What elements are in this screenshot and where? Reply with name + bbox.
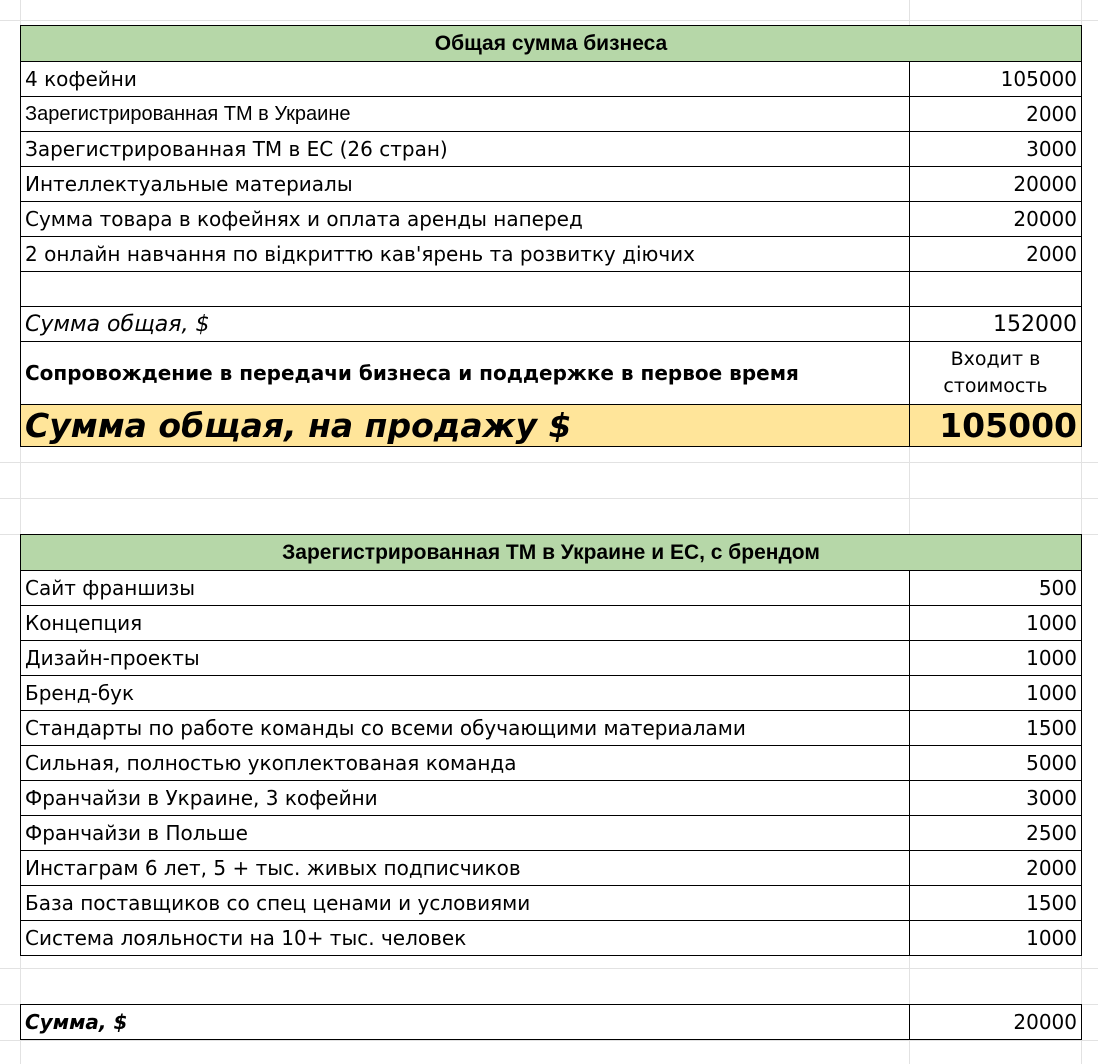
row-value[interactable]: 20000 <box>910 202 1082 237</box>
table-row <box>21 711 1082 746</box>
empty-row <box>21 272 1082 307</box>
empty-cell[interactable] <box>910 272 1082 307</box>
total-value[interactable]: 152000 <box>910 307 1082 342</box>
row-value[interactable]: 1000 <box>910 921 1082 956</box>
sale-row <box>21 405 1082 447</box>
sum-value[interactable]: 20000 <box>910 1005 1082 1040</box>
row-value[interactable]: 1500 <box>910 711 1082 746</box>
support-row <box>21 342 1082 405</box>
sale-value[interactable]: 105000 <box>910 405 1082 447</box>
brand-header[interactable]: Зарегистрированная ТМ в Украине и ЕС, с брендом <box>21 535 1082 571</box>
row-label[interactable]: Интеллектуальные материалы <box>21 167 910 202</box>
table-row <box>21 816 1082 851</box>
row-label[interactable]: Инстаграм 6 лет, 5 + тыс. живых подписчиков <box>21 851 910 886</box>
row-value[interactable]: 2500 <box>910 816 1082 851</box>
row-value[interactable]: 20000 <box>910 167 1082 202</box>
table-row <box>21 571 1082 606</box>
row-label[interactable]: Система лояльности на 10+ тыс. человек <box>21 921 910 956</box>
sum-label[interactable]: Сумма, $ <box>21 1005 910 1040</box>
row-value[interactable]: 1000 <box>910 641 1082 676</box>
row-value[interactable]: 500 <box>910 571 1082 606</box>
table-row <box>21 202 1082 237</box>
support-value[interactable]: Входит в стоимость <box>910 342 1082 405</box>
row-value[interactable]: 5000 <box>910 746 1082 781</box>
row-label[interactable]: База поставщиков со спец ценами и условиями <box>21 886 910 921</box>
empty-cell[interactable] <box>21 272 910 307</box>
row-label[interactable]: Зарегистрированная ТМ в ЕС (26 стран) <box>21 132 910 167</box>
total-label[interactable]: Сумма общая, $ <box>21 307 910 342</box>
row-label[interactable]: Бренд-бук <box>21 676 910 711</box>
row-label[interactable]: Дизайн-проекты <box>21 641 910 676</box>
row-value[interactable]: 3000 <box>910 781 1082 816</box>
row-value[interactable]: 3000 <box>910 132 1082 167</box>
row-value[interactable]: 2000 <box>910 97 1082 132</box>
table-row <box>21 676 1082 711</box>
sum-row <box>21 1005 1082 1040</box>
row-label[interactable]: 2 онлайн навчання по відкриттю кав'ярень та розвитку діючих <box>21 237 910 272</box>
sale-label[interactable]: Сумма общая, на продажу $ <box>21 405 910 447</box>
table-row <box>21 921 1082 956</box>
table-row <box>21 641 1082 676</box>
table-row <box>21 97 1082 132</box>
row-value[interactable]: 1500 <box>910 886 1082 921</box>
table-row <box>21 746 1082 781</box>
table-row <box>21 606 1082 641</box>
row-value[interactable]: 1000 <box>910 606 1082 641</box>
table-row <box>21 62 1082 97</box>
support-label[interactable]: Сопровождение в передачи бизнеса и поддержке в первое время <box>21 342 910 405</box>
row-label[interactable]: Сильная, полностью укоплектованая команда <box>21 746 910 781</box>
row-label[interactable]: Зарегистрированная ТМ в Украине <box>21 97 910 132</box>
table-row <box>21 237 1082 272</box>
business-total-header[interactable]: Общая сумма бизнеса <box>21 26 1082 62</box>
total-row <box>21 307 1082 342</box>
row-label[interactable]: Франчайзи в Украине, 3 кофейни <box>21 781 910 816</box>
table-row <box>21 886 1082 921</box>
row-value[interactable]: 2000 <box>910 851 1082 886</box>
table-row <box>21 132 1082 167</box>
row-label[interactable]: Сумма товара в кофейнях и оплата аренды наперед <box>21 202 910 237</box>
table-row <box>21 167 1082 202</box>
row-label[interactable]: 4 кофейни <box>21 62 910 97</box>
row-value[interactable]: 105000 <box>910 62 1082 97</box>
table-row <box>21 851 1082 886</box>
row-label[interactable]: Сайт франшизы <box>21 571 910 606</box>
brand-sum-table <box>20 1004 1082 1040</box>
row-value[interactable]: 2000 <box>910 237 1082 272</box>
table-row <box>21 781 1082 816</box>
brand-table <box>20 534 1082 956</box>
row-value[interactable]: 1000 <box>910 676 1082 711</box>
row-label[interactable]: Франчайзи в Польше <box>21 816 910 851</box>
row-label[interactable]: Стандарты по работе команды со всеми обучающими материалами <box>21 711 910 746</box>
row-label[interactable]: Концепция <box>21 606 910 641</box>
business-total-table <box>20 25 1082 447</box>
